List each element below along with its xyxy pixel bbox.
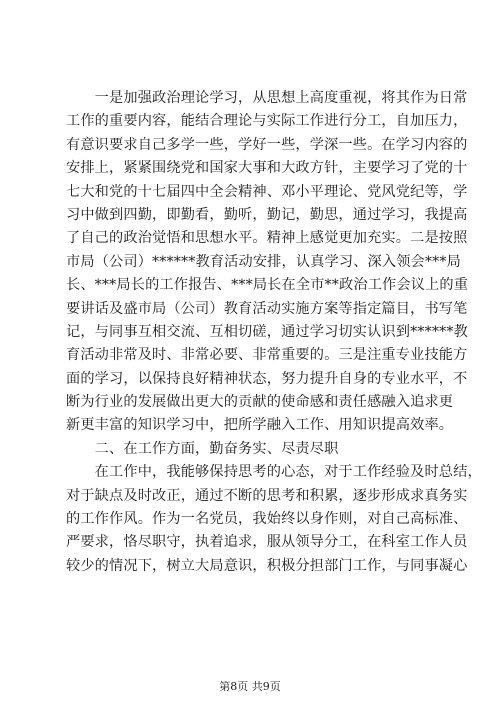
text-line: 长、***局长的工作报告、***局长在全市**政治工作会议上的重: [66, 277, 469, 294]
text-line: 的工作作风。作为一名党员，我始终以身作则，对自己高标准、: [66, 511, 468, 528]
text-line: 了自己的政治觉悟和思想水平。精神上感觉更加充实。二是按照: [66, 230, 468, 247]
text-line: 市局（公司）******教育活动安排，认真学习、深入领会***局: [66, 253, 461, 270]
text-line: 面的学习，以保持良好精神状态，努力提升自身的专业水平，不: [66, 370, 468, 387]
text-line: 一是加强政治理论学习，从思想上高度重视，将其作为日常: [66, 90, 468, 106]
text-line: 安排上，紧紧围绕党和国家大事和大政方针，主要学习了党的十: [66, 160, 468, 177]
text-line: 较少的情况下，树立大局意识，积极分担部门工作，与同事凝心: [66, 557, 468, 574]
heading-line: 二、在工作方面，勤奋务实、尽责尽职: [66, 440, 339, 457]
page-number-footer: 第8页 共9页: [219, 680, 281, 693]
text-line: 新更丰富的知识学习中，把所学融入工作、用知识提高效率。: [66, 417, 454, 434]
text-line: 在工作中，我能够保持思考的心态，对于工作经验及时总结，: [66, 464, 482, 481]
text-line: 有意识要求自己多学一些，学好一些，学深一些。在学习内容的: [66, 136, 468, 153]
text-line: 对于缺点及时改正，通过不断的思考和积累，逐步形成求真务实: [66, 487, 468, 504]
text-line: 育活动非常及时、非常必要、非常重要的。三是注重专业技能方: [66, 347, 468, 364]
text-line: 七大和党的十七届四中全会精神、邓小平理论、党风党纪等，学: [66, 183, 468, 200]
text-line: 习中做到四勤，即勤看，勤听，勤记，勤思，通过学习，我提高: [66, 206, 468, 223]
document-body: [66, 87, 482, 578]
paragraph-political-study: [66, 87, 469, 438]
text-line: 断为行业的发展做出更大的贡献的使命感和责任感融入追求更: [66, 394, 454, 411]
paragraph-work-attitude: [66, 461, 482, 578]
text-line: 要讲话及盛市局（公司）教育活动实施方案等指定篇目，书写笔: [66, 300, 468, 317]
section-heading-work: [66, 438, 436, 461]
text-line: 记，与同事互相交流、互相切磋，通过学习切实认识到******教: [66, 323, 468, 340]
text-line: 工作的重要内容，能结合理论与实际工作进行分工，自加压力，: [66, 113, 468, 130]
text-line: 严要求，恪尽职守，执着追求，服从领导分工，在科室工作人员: [66, 534, 468, 551]
